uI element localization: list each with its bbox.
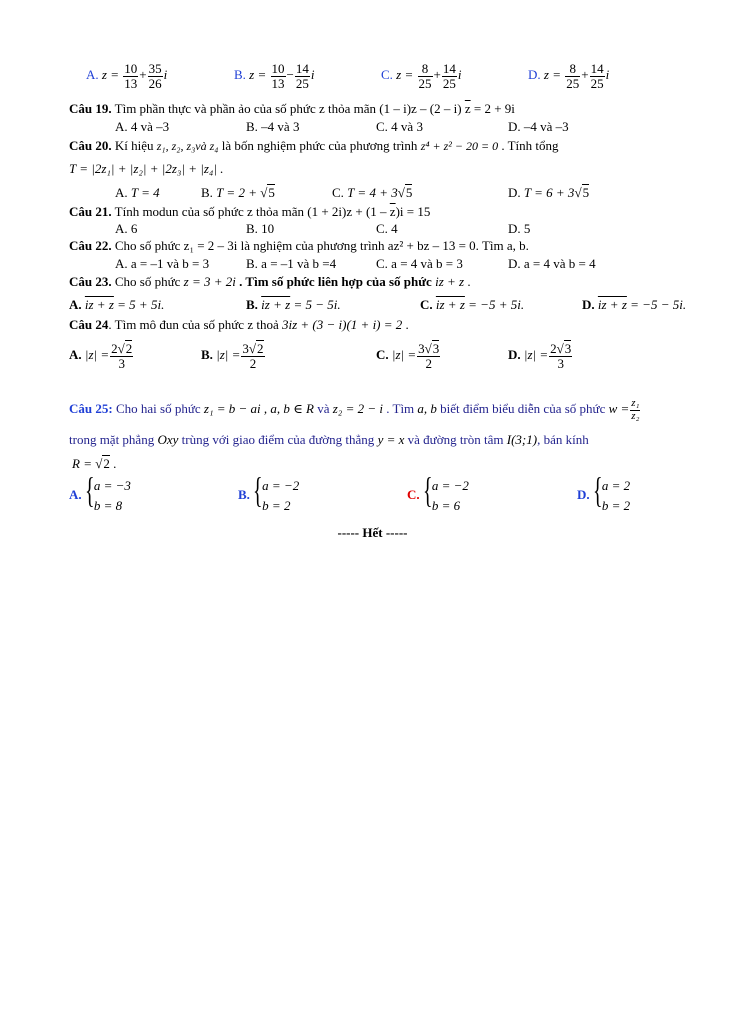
q25-option-d: D. { a = 2 b = 2 bbox=[577, 476, 630, 516]
q19-option-a: A. 4 và –3 bbox=[115, 119, 170, 134]
q23-option-b: B. iz + z = 5 − 5i. bbox=[246, 297, 341, 312]
q21-stem: Câu 21. Tính modun của số phức z thỏa mãn $(1 + 2i)z + (1 - \overline{z})i = 15$ bbox=[69, 204, 431, 219]
q23-option-d: D. iz + z = −5 − 5i. bbox=[582, 297, 687, 312]
q25-option-b: B. { a = −2 b = 2 bbox=[238, 476, 299, 516]
q25-radius: R = √2 . bbox=[72, 456, 117, 471]
q25-stem-line2: trong mặt phẳng Oxy trùng với giao điểm của đường thẳng y = x và đường tròn tâm I(3;1), bán kính bbox=[69, 432, 589, 447]
q22-option-c: C. a = 4 và b = 3 bbox=[376, 256, 463, 271]
q22-option-d: D. a = 4 và b = 4 bbox=[508, 256, 596, 271]
q21-option-a: A. 6 bbox=[115, 221, 138, 236]
q23-stem: Câu 23. Cho số phức z = 3 + 2i . Tìm số phức liên hợp của số phức iz + z . bbox=[69, 274, 471, 289]
q24-option-c: C. |z| = $\frac{3√3}{2}$ bbox=[376, 341, 440, 371]
q19-option-b: B. –4 và 3 bbox=[246, 119, 300, 134]
q24-option-b: B. |z| = $\frac{3√2}{2}$ bbox=[201, 341, 264, 371]
q22-option-b: B. a = –1 và b =4 bbox=[246, 256, 337, 271]
q20-option-a: A. T = 4 bbox=[115, 185, 160, 200]
end-marker: ----- Hết ----- bbox=[337, 525, 408, 540]
q25-option-a: A. { a = −3 b = 8 bbox=[69, 476, 131, 516]
q19-option-d: D. –4 và –3 bbox=[508, 119, 569, 134]
q18-option-b: B. z = $\frac{10}{13}$ − $\frac{14}{25}$ i bbox=[234, 61, 315, 91]
q23-option-c: C. iz + z = −5 + 5i. bbox=[420, 297, 525, 312]
q25-option-c: C. { a = −2 b = 6 bbox=[407, 476, 469, 516]
q24-stem: Câu 24. Tìm mô đun của số phức z thoả 3iz + (3 − i)(1 + i) = 2 . bbox=[69, 317, 409, 332]
q24-option-a: A. |z| = $\frac{2√2}{3}$ bbox=[69, 341, 133, 371]
q25-stem-line1: Câu 25: Cho hai số phức z₁ = b − ai , a, b ∈ R và z₂ = 2 − i . Tìm a, b biết điểm biểu diễn của số phức w = $\frac{\text{z₁}}{\text{z₂}}$ bbox=[69, 397, 640, 422]
q19-option-c: C. 4 và 3 bbox=[376, 119, 423, 134]
q21-option-c: C. 4 bbox=[376, 221, 398, 236]
q18-option-c: C. z = $\frac{8}{25}$ + $\frac{14}{25}$ i bbox=[381, 61, 462, 91]
q19-stem: Câu 19. Tìm phần thực và phần ảo của số phức z thỏa mãn (1 – i)z – (2 – i) $\overline{z} = 2 + 9i$ bbox=[69, 101, 515, 116]
q20-option-c: C. T = 4 + 3√5 bbox=[332, 185, 413, 200]
q21-option-d: D. 5 bbox=[508, 221, 531, 236]
q20-option-b: B. T = 2 + √5 bbox=[201, 185, 275, 200]
q22-stem: Câu 22. Cho số phức z₁ = 2 – 3i là nghiệm của phương trình az² + bz – 13 = 0. Tìm a, b. bbox=[69, 238, 529, 253]
q24-option-d: D. |z| = $\frac{2√3}{3}$ bbox=[508, 341, 572, 371]
q22-option-a: A. a = –1 và b = 3 bbox=[115, 256, 210, 271]
q20-option-d: D. T = 6 + 3√5 bbox=[508, 185, 590, 200]
q20-stem: Câu 20. Kí hiệu z₁, z₂, z₃và z₄ là bốn nghiệm phức của phương trình z⁴ + z² − 20 = 0 . Tính tổng bbox=[69, 138, 559, 153]
q18-option-d: D. z = $\frac{8}{25}$ + $\frac{14}{25}$ i bbox=[528, 61, 610, 91]
q20-sum-expression: T = |2z₁| + |z₂| + |2z₃| + |z₄| . bbox=[69, 161, 224, 176]
q21-option-b: B. 10 bbox=[246, 221, 275, 236]
q23-option-a: A. iz + z = 5 + 5i. bbox=[69, 297, 165, 312]
q18-option-a: A. z = $\frac{10}{13}$ + $\frac{35}{26}$ i bbox=[86, 61, 168, 91]
